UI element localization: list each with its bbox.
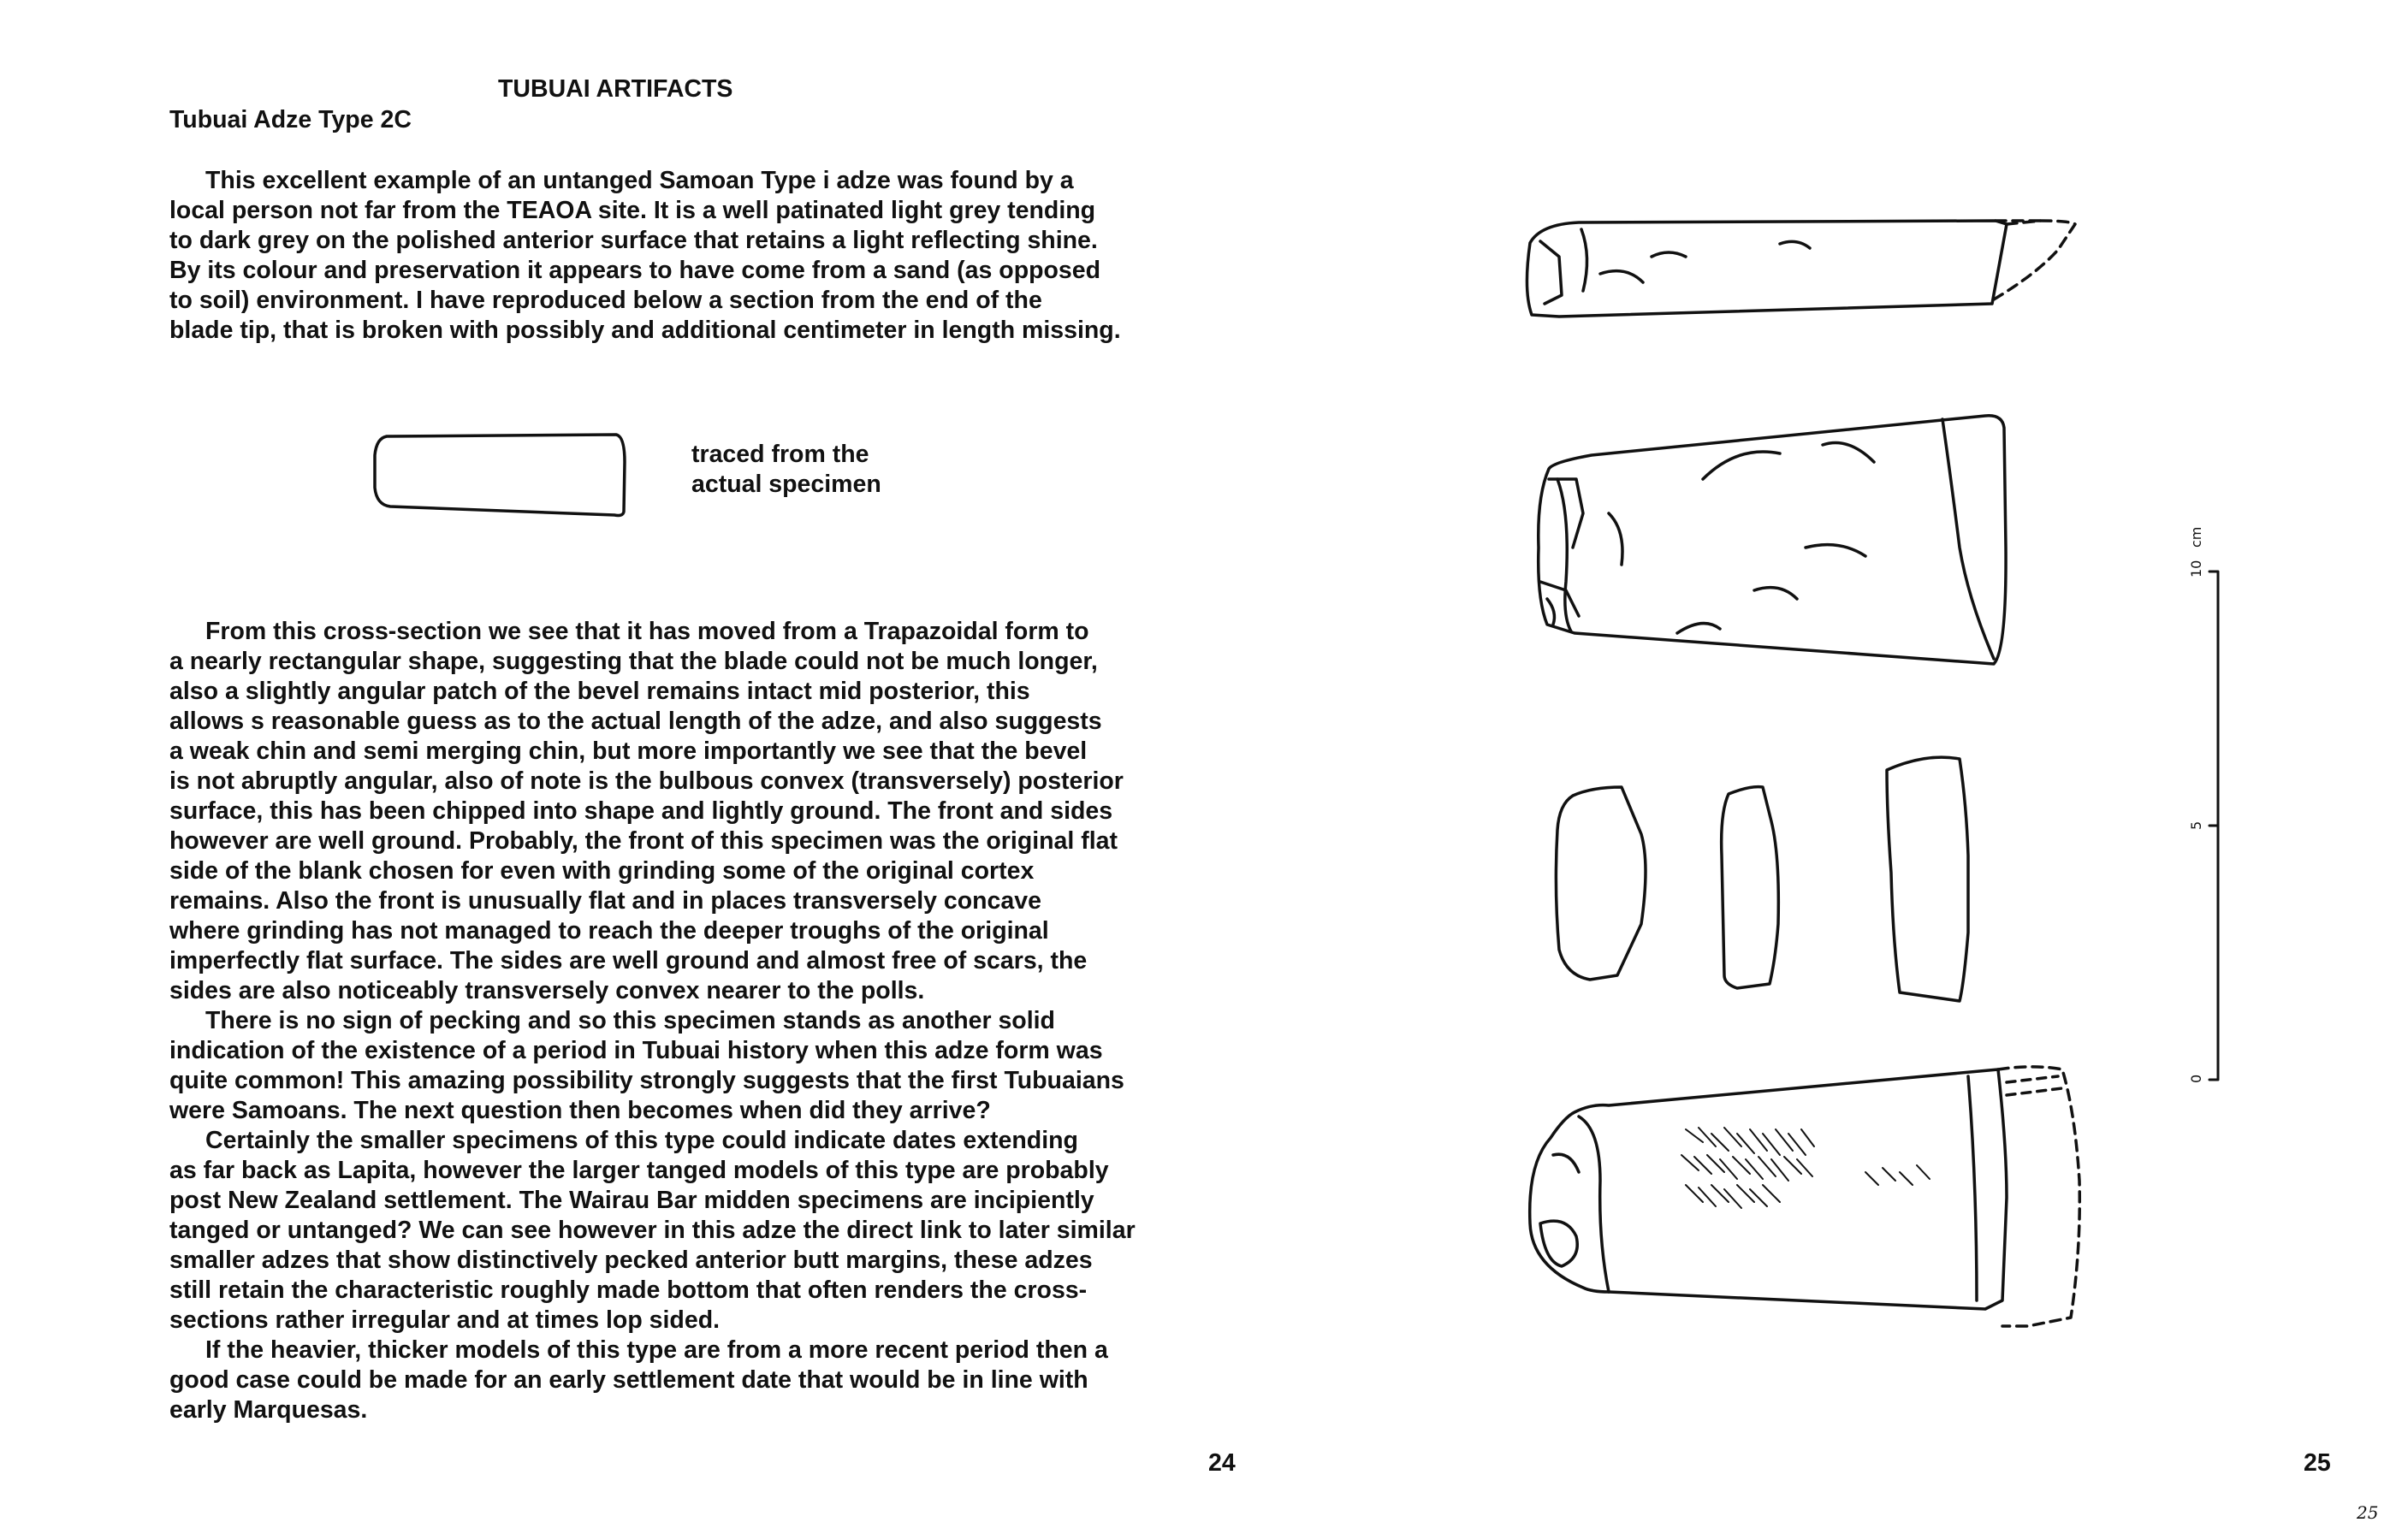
text-line: indication of the existence of a period in Tubuai history when this adze form was <box>169 1037 1103 1064</box>
scale-tick-label: 5 <box>2188 820 2204 830</box>
caption-line: actual specimen <box>691 471 881 498</box>
adze-cross-section-drawings <box>1556 757 1968 1001</box>
text-line: quite common! This amazing possibility strongly suggests that the first Tubuaians <box>169 1067 1124 1094</box>
section-heading: Tubuai Adze Type 2C <box>169 106 412 133</box>
scale-tick-label: 10 <box>2188 560 2204 578</box>
text-line: tanged or untanged? We can see however in this adze the direct link to later similar <box>169 1217 1136 1244</box>
adze-back-view-drawing <box>1530 1067 2080 1326</box>
text-line: were Samoans. The next question then becomes when did they arrive? <box>169 1097 991 1124</box>
text-line: sections rather irregular and at times lop sided. <box>169 1306 721 1334</box>
text-line: If the heavier, thicker models of this type are from a more recent period then a <box>205 1336 1108 1364</box>
text-line: as far back as Lapita, however the larger tanged models of this type are probably <box>169 1157 1109 1184</box>
text-line: where grinding has not managed to reach the deeper troughs of the original <box>169 917 1049 945</box>
text-line: however are well ground. Probably, the front of this specimen was the original flat <box>169 827 1118 855</box>
text-line: smaller adzes that show distinctively pecked anterior butt margins, these adzes <box>169 1247 1093 1274</box>
text-line: still retain the characteristic roughly made bottom that often renders the cross- <box>169 1276 1088 1304</box>
handwritten-page-number: 25 <box>2357 1502 2379 1523</box>
page-title: TUBUAI ARTIFACTS <box>498 75 733 103</box>
text-line: to dark grey on the polished anterior surface that retains a light reflecting shine. <box>169 227 1098 254</box>
text-line: good case could be made for an early settlement date that would be in line with <box>169 1366 1088 1394</box>
adze-side-view-drawing <box>1527 221 2075 317</box>
page-number-right: 25 <box>2304 1449 2331 1477</box>
text-line: There is no sign of pecking and so this specimen stands as another solid <box>205 1007 1055 1034</box>
text-line: imperfectly flat surface. The sides are well ground and almost free of scars, the <box>169 947 1088 974</box>
cross-section-tracing <box>375 435 625 516</box>
page-number-left: 24 <box>1208 1449 1236 1477</box>
text-line: early Marquesas. <box>169 1396 368 1424</box>
text-line: is not abruptly angular, also of note is the bulbous convex (transversely) posterior <box>169 767 1124 795</box>
text-line: remains. Also the front is unusually flat and in places transversely concave <box>169 887 1041 915</box>
text-line: surface, this has been chipped into shape and lightly ground. The front and sides <box>169 797 1113 825</box>
text-line: local person not far from the TEAOA site. It is a well patinated light grey tending <box>169 197 1096 224</box>
text-line: From this cross-section we see that it has moved from a Trapazoidal form to <box>205 618 1089 645</box>
text-line: also a slightly angular patch of the bevel remains intact mid posterior, this <box>169 678 1030 705</box>
text-line: a weak chin and semi merging chin, but more importantly we see that the bevel <box>169 737 1088 765</box>
text-line: post New Zealand settlement. The Wairau Bar midden specimens are incipiently <box>169 1187 1094 1214</box>
text-line: sides are also noticeably transversely convex nearer to the polls. <box>169 977 925 1004</box>
text-line: a nearly rectangular shape, suggesting that the blade could not be much longer, <box>169 648 1098 675</box>
adze-front-view-drawing <box>1539 416 2006 664</box>
scale-bar <box>2188 527 2218 1083</box>
text-line: side of the blank chosen for even with grinding some of the original cortex <box>169 857 1035 885</box>
caption-line: traced from the <box>691 441 869 468</box>
text-line: allows s reasonable guess as to the actual length of the adze, and also suggests <box>169 708 1102 735</box>
scale-unit-label: cm <box>2188 526 2204 548</box>
scale-tick-label: 0 <box>2188 1074 2204 1083</box>
text-line: This excellent example of an untanged Samoan Type i adze was found by a <box>205 167 1074 194</box>
text-line: to soil) environment. I have reproduced below a section from the end of the <box>169 287 1042 314</box>
text-line: By its colour and preservation it appears to have come from a sand (as opposed <box>169 257 1101 284</box>
text-line: blade tip, that is broken with possibly and additional centimeter in length missing. <box>169 317 1121 344</box>
text-line: Certainly the smaller specimens of this type could indicate dates extending <box>205 1127 1078 1154</box>
